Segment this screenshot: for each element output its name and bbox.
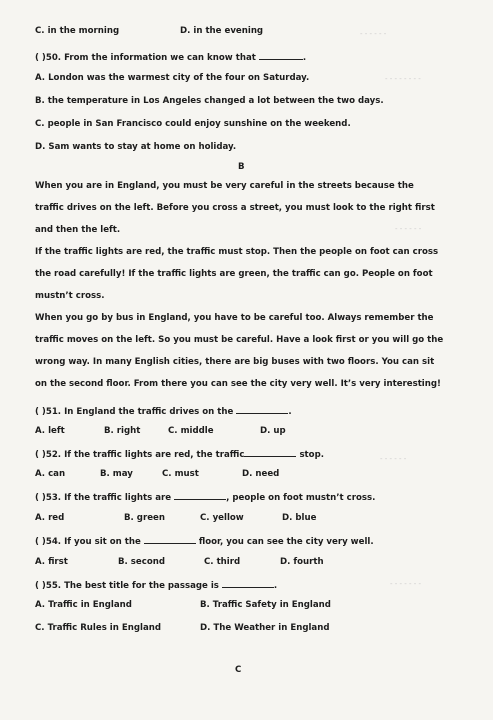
question-50-stem: ( )50. From the information we can know that [35, 53, 256, 63]
question-55-option-b: B. Traffic Safety in England [200, 600, 331, 610]
question-50-option-a: A. London was the warmest city of the four on Saturday. [35, 73, 310, 83]
question-53-option-a: A. red [35, 513, 65, 523]
section-c-heading: C [235, 665, 242, 675]
question-55-option-a: A. Traffic in England [35, 600, 132, 610]
question-52-option-a: A. can [35, 469, 66, 479]
bleed-through: - - - - - - - - [385, 75, 421, 83]
question-51 [35, 404, 441, 418]
question-55-stem: ( )55. The best title for the passage is [35, 581, 219, 591]
question-52-option-c: C. must [162, 469, 199, 479]
question-55 [35, 578, 441, 592]
question-51-stem-end: . [288, 407, 292, 417]
question-53-stem-end: , people on foot mustn’t cross. [226, 493, 376, 503]
question-50-option-d: D. Sam wants to stay at home on holiday. [35, 142, 237, 152]
question-52-stem: ( )52. If the traffic lights are red, the traffic [35, 450, 245, 460]
question-50-option-b: B. the temperature in Los Angeles changed a lot between the two days. [35, 96, 384, 106]
passage-paragraph-1: When you are in England, you must be very careful in the streets because the traffic drives on the left. Before you cross a street, you must look to the right first and then the left. [35, 181, 435, 235]
question-53-option-c: C. yellow [200, 513, 244, 523]
question-54-option-a: A. first [35, 557, 68, 567]
answer-blank [222, 578, 274, 588]
q49-option-d: D. in the evening [180, 26, 264, 36]
question-51-option-b: B. right [104, 426, 141, 436]
question-51-option-c: C. middle [168, 426, 214, 436]
bleed-through: - - - - - - [360, 30, 387, 38]
answer-blank [174, 490, 226, 500]
question-53 [35, 490, 441, 504]
answer-blank [236, 404, 288, 414]
answer-blank [259, 50, 303, 60]
question-54-option-d: D. fourth [280, 557, 324, 567]
bleed-through: - - - - - - [395, 225, 422, 233]
passage-paragraph-3: When you go by bus in England, you have to be careful too. Always remember the traffic moves on the left. So you must be careful. Have a look first or you will go the wrong way. In many English cities, there are big buses with two floors. You can sit on the second floor. From there you can see the city very well. It’s very interesting! [35, 313, 444, 389]
q49-option-c: C. in the morning [35, 26, 120, 36]
question-54 [35, 534, 441, 548]
question-55-option-c: C. Traffic Rules in England [35, 623, 162, 633]
answer-blank [244, 447, 296, 457]
question-52-stem-end: stop. [299, 450, 324, 460]
question-55-stem-end: . [273, 581, 278, 591]
bleed-through: - - - - - - - [390, 580, 422, 588]
question-54-stem: ( )54. If you sit on the [35, 537, 141, 547]
question-51-option-d: D. up [260, 426, 286, 436]
bleed-through: - - - - - - [380, 455, 407, 463]
section-b-heading: B [238, 162, 245, 172]
passage-paragraph-2: If the traffic lights are red, the traffic must stop. Then the people on foot can cross the road carefully! If the traffic lights are green, the traffic can go. People on foot mustn’t cross. [35, 247, 439, 301]
question-53-option-d: D. blue [282, 513, 317, 523]
question-53-stem: ( )53. If the traffic lights are [35, 493, 172, 503]
answer-blank [144, 534, 196, 544]
question-52-option-b: B. may [100, 469, 133, 479]
question-52-option-d: D. need [242, 469, 280, 479]
question-51-stem: ( )51. In England the traffic drives on the [35, 407, 234, 417]
question-54-option-c: C. third [204, 557, 241, 567]
question-50-stem-end: . [302, 53, 307, 63]
question-50 [35, 50, 441, 64]
question-53-option-b: B. green [124, 513, 165, 523]
question-55-option-d: D. The Weather in England [200, 623, 330, 633]
question-54-stem-end: floor, you can see the city very well. [198, 537, 374, 547]
question-54-option-b: B. second [118, 557, 166, 567]
question-52 [35, 447, 441, 461]
question-50-option-c: C. people in San Francisco could enjoy sunshine on the weekend. [35, 119, 351, 129]
question-51-option-a: A. left [35, 426, 65, 436]
